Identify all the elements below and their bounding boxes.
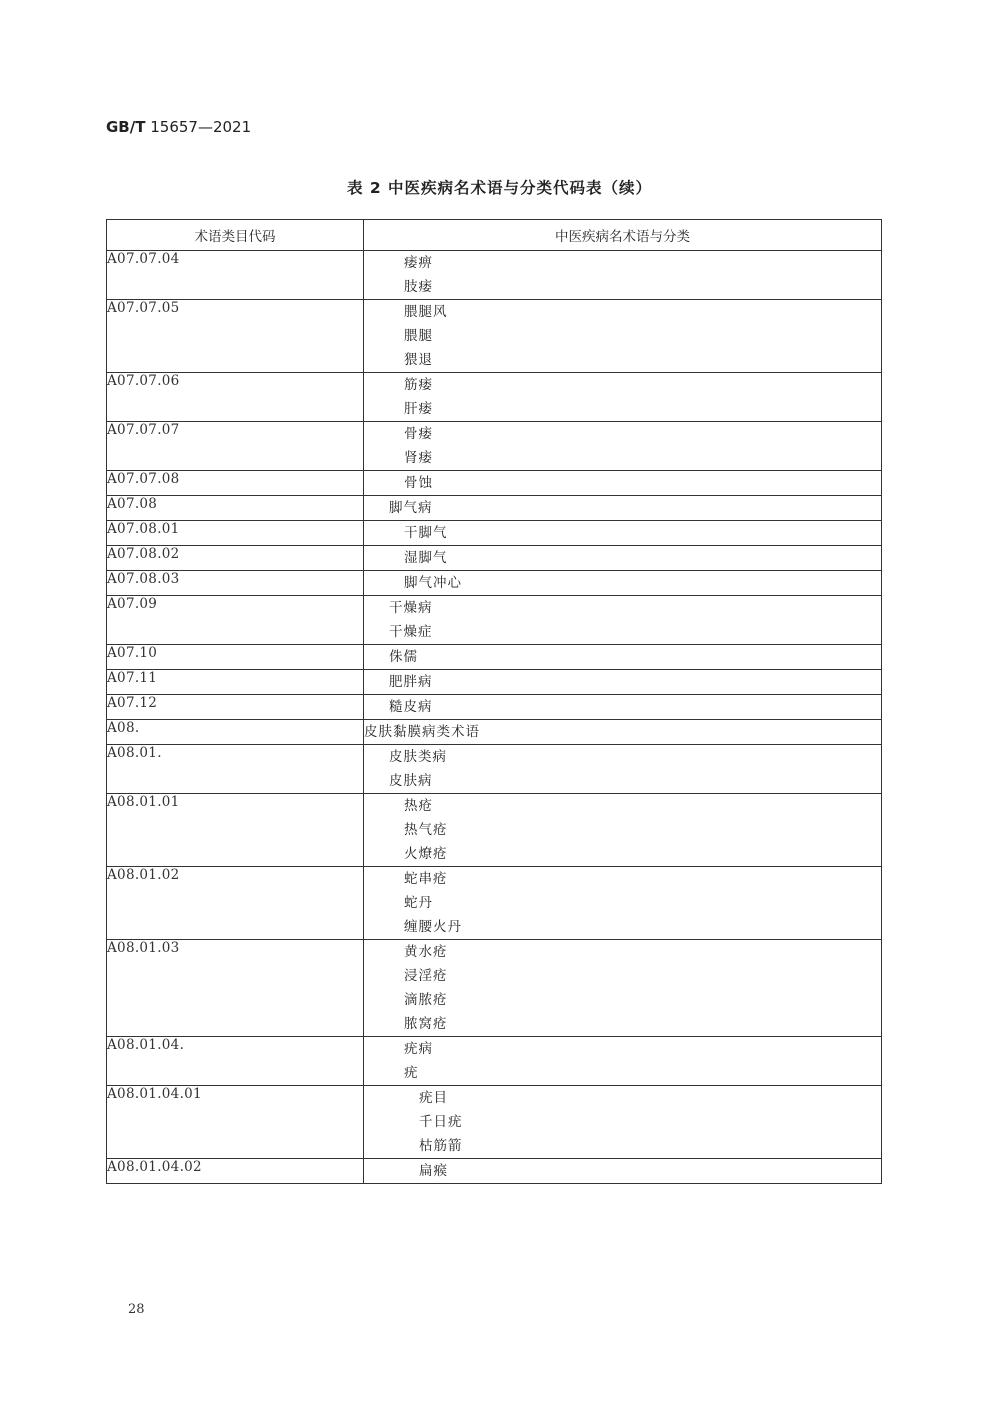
term-code-cell: A07.07.08 [107,471,364,496]
table-title: 表 2 中医疾病名术语与分类代码表（续） [346,179,653,197]
term-code-cell: A08.01. [107,745,364,794]
table-row [107,251,882,300]
term-name: 骨蚀 [404,475,433,491]
term-names-cell [364,571,882,596]
term-name: 蛇串疮 [404,871,448,887]
term-names-cell [364,1037,882,1086]
term-names-cell [364,1086,882,1159]
term-name: 脓窝疮 [404,1016,448,1032]
table-row [107,422,882,471]
term-names-cell [364,373,882,422]
term-names-cell [364,645,882,670]
table-row [107,373,882,422]
term-name: 猥退 [404,352,433,368]
term-name: 疣 [404,1065,419,1081]
term-name: 扁瘊 [419,1163,448,1179]
term-code-cell: A08. [107,720,364,745]
term-name: 脚气冲心 [404,575,462,591]
term-names-cell [364,794,882,867]
table-row [107,571,882,596]
term-name: 皮肤病 [389,773,433,789]
term-names-cell [364,745,882,794]
term-name: 滴脓疮 [404,992,448,1008]
term-name: 浸淫疮 [404,968,448,984]
table-row [107,1037,882,1086]
term-code-cell: A08.01.03 [107,940,364,1037]
term-code-cell: A07.08.03 [107,571,364,596]
term-name: 糙皮病 [389,699,433,715]
term-code-cell: A07.10 [107,645,364,670]
term-names-cell [364,496,882,521]
term-name: 干燥症 [389,624,433,640]
term-name: 枯筋箭 [419,1138,463,1154]
standard-code [106,118,251,136]
term-code-cell: A07.12 [107,695,364,720]
table-row [107,867,882,940]
table-row [107,471,882,496]
term-name: 肥胖病 [389,674,433,690]
term-name: 肝痿 [404,401,433,417]
table-row [107,645,882,670]
term-names-cell [364,546,882,571]
term-code-cell: A07.07.05 [107,300,364,373]
table-row [107,670,882,695]
term-name: 湿脚气 [404,550,448,566]
term-name: 皮肤类病 [389,749,447,765]
term-code-cell: A08.01.04.01 [107,1086,364,1159]
term-names-cell [364,720,882,745]
table-header-row [107,220,882,251]
table-row [107,521,882,546]
table-body [107,251,882,1184]
term-code-table [106,219,882,1184]
term-name: 热疮 [404,798,433,814]
term-name: 腲腿 [404,328,433,344]
term-names-cell [364,300,882,373]
term-name: 火燎疮 [404,846,448,862]
column-header-terms: 中医疾病名术语与分类 [364,220,882,251]
term-name: 脚气病 [389,500,433,516]
term-code-cell: A07.09 [107,596,364,645]
term-names-cell [364,596,882,645]
term-name: 肾痿 [404,450,433,466]
table-row [107,720,882,745]
term-code-cell: A07.08 [107,496,364,521]
term-name: 缠腰火丹 [404,919,462,935]
term-name: 千日疣 [419,1114,463,1130]
standard-number: 15657—2021 [150,118,252,136]
term-names-cell [364,251,882,300]
term-name: 肢痿 [404,279,433,295]
page-number: 28 [128,1302,145,1317]
standard-prefix: GB/T [106,118,146,136]
term-name: 筋痿 [404,377,433,393]
term-code-cell: A08.01.04. [107,1037,364,1086]
term-code-cell: A07.07.07 [107,422,364,471]
table-row [107,496,882,521]
term-names-cell [364,670,882,695]
table-row [107,940,882,1037]
term-code-cell: A07.07.06 [107,373,364,422]
term-name: 腲腿风 [404,304,448,320]
table-row [107,596,882,645]
term-code-cell: A07.08.02 [107,546,364,571]
table-row [107,745,882,794]
table-row [107,300,882,373]
term-code-cell: A08.01.04.02 [107,1159,364,1184]
term-name: 疣病 [404,1041,433,1057]
term-code-cell: A08.01.02 [107,867,364,940]
term-code-cell: A08.01.01 [107,794,364,867]
term-names-cell [364,1159,882,1184]
term-name: 皮肤黏膜病类术语 [364,724,480,740]
term-names-cell [364,471,882,496]
term-names-cell [364,521,882,546]
term-names-cell [364,422,882,471]
term-name: 痿痹 [404,255,433,271]
term-code-cell: A07.11 [107,670,364,695]
term-names-cell [364,695,882,720]
term-name: 热气疮 [404,822,448,838]
term-name: 蛇丹 [404,895,433,911]
table-row [107,546,882,571]
term-names-cell [364,867,882,940]
term-name: 干脚气 [404,525,448,541]
term-name: 侏儒 [389,649,418,665]
term-names-cell [364,940,882,1037]
table-row [107,794,882,867]
term-name: 干燥病 [389,600,433,616]
table-row [107,1159,882,1184]
term-name: 骨痿 [404,426,433,442]
term-code-cell: A07.08.01 [107,521,364,546]
term-name: 黄水疮 [404,944,448,960]
term-name: 疣目 [419,1090,448,1106]
column-header-code: 术语类目代码 [107,220,364,251]
table-row [107,695,882,720]
table-row [107,1086,882,1159]
term-code-cell: A07.07.04 [107,251,364,300]
